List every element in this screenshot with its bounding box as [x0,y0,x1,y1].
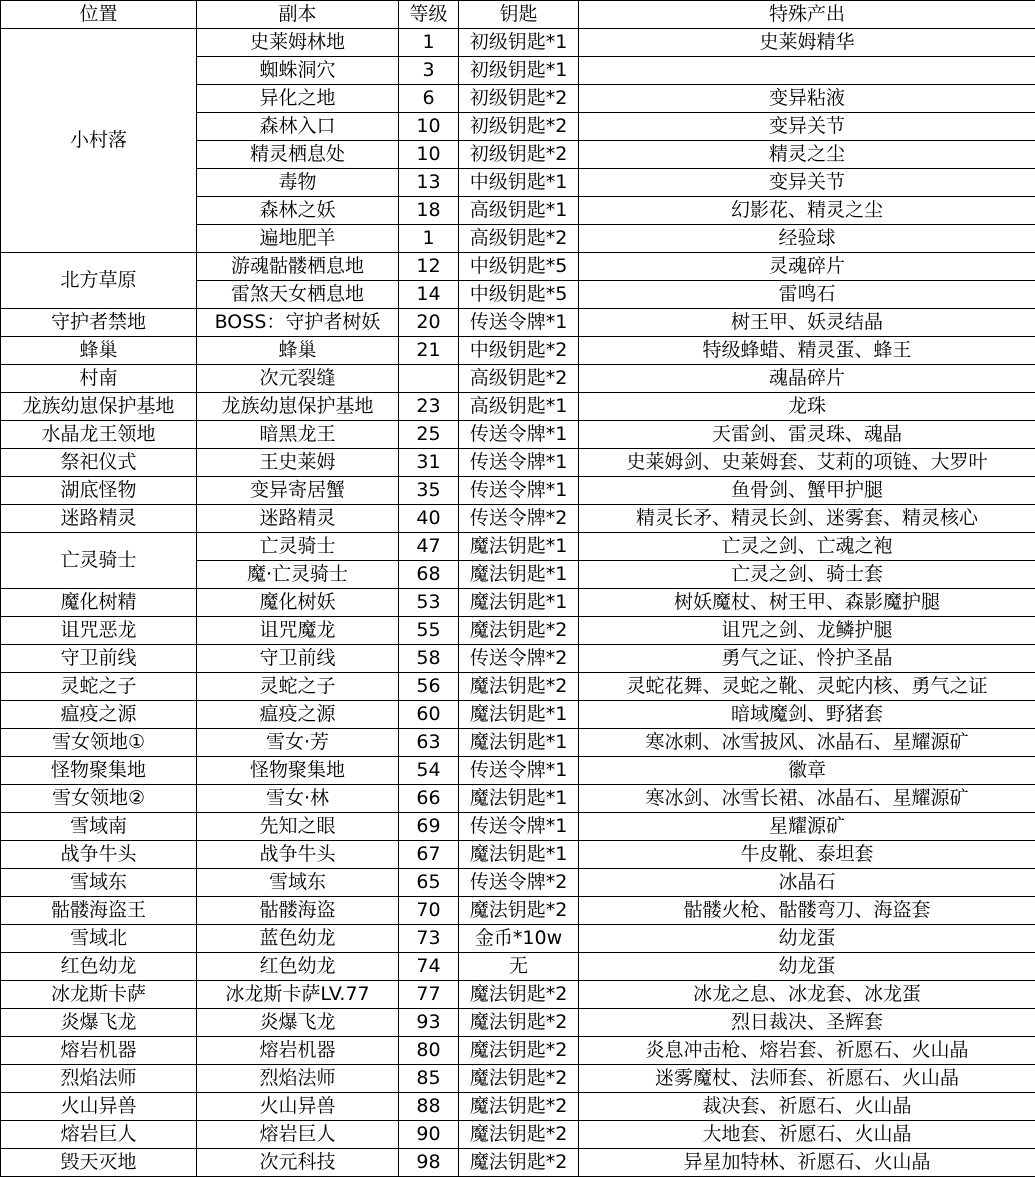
table-row [1,1093,1035,1121]
key-cell: 魔法钥匙*2 [459,1009,579,1037]
drops-cell: 鱼骨剑、蟹甲护腿 [579,477,1035,505]
dungeon-cell: 蜂巢 [197,337,399,365]
location-cell: 村南 [1,365,197,393]
table-row [1,813,1035,841]
level-cell: 35 [399,477,459,505]
header-location: 位置 [1,1,197,29]
table-row [1,393,1035,421]
dungeon-cell: 精灵栖息处 [197,141,399,169]
key-cell: 传送令牌*1 [459,813,579,841]
header-level: 等级 [399,1,459,29]
drops-cell: 天雷剑、雷灵珠、魂晶 [579,421,1035,449]
drops-cell: 雷鸣石 [579,281,1035,309]
drops-cell: 冰龙之息、冰龙套、冰龙蛋 [579,981,1035,1009]
key-cell: 魔法钥匙*2 [459,1065,579,1093]
table-row [1,953,1035,981]
key-cell: 传送令牌*1 [459,309,579,337]
drops-cell: 暗域魔剑、野猪套 [579,701,1035,729]
key-cell: 魔法钥匙*2 [459,1121,579,1149]
level-cell: 88 [399,1093,459,1121]
dungeon-cell: 次元科技 [197,1149,399,1177]
level-cell: 18 [399,197,459,225]
location-cell: 小村落 [1,29,197,253]
table-row [1,925,1035,953]
drops-cell: 变异粘液 [579,85,1035,113]
level-cell: 67 [399,841,459,869]
level-cell: 54 [399,757,459,785]
level-cell [399,365,459,393]
drops-cell: 灵蛇花舞、灵蛇之靴、灵蛇内核、勇气之证 [579,673,1035,701]
location-cell: 雪域南 [1,813,197,841]
key-cell: 魔法钥匙*2 [459,1093,579,1121]
table-row [1,533,1035,561]
location-cell: 炎爆飞龙 [1,1009,197,1037]
drops-cell: 诅咒之剑、龙鳞护腿 [579,617,1035,645]
dungeon-cell: 雪域东 [197,869,399,897]
level-cell: 6 [399,85,459,113]
key-cell: 传送令牌*1 [459,477,579,505]
dungeon-cell: 守卫前线 [197,645,399,673]
table-row [1,309,1035,337]
drops-cell: 星耀源矿 [579,813,1035,841]
level-cell: 69 [399,813,459,841]
location-cell: 祭祀仪式 [1,449,197,477]
drops-cell: 史莱姆剑、史莱姆套、艾莉的项链、大罗叶 [579,449,1035,477]
dungeon-cell: 森林之妖 [197,197,399,225]
location-cell: 亡灵骑士 [1,533,197,589]
level-cell: 55 [399,617,459,645]
drops-cell: 幼龙蛋 [579,953,1035,981]
location-cell: 烈焰法师 [1,1065,197,1093]
location-cell: 迷路精灵 [1,505,197,533]
location-cell: 龙族幼崽保护基地 [1,393,197,421]
key-cell: 传送令牌*1 [459,449,579,477]
level-cell: 98 [399,1149,459,1177]
key-cell: 高级钥匙*1 [459,197,579,225]
location-cell: 守卫前线 [1,645,197,673]
table-row [1,841,1035,869]
dungeon-cell: 先知之眼 [197,813,399,841]
dungeon-cell: 炎爆飞龙 [197,1009,399,1037]
dungeon-cell: 次元裂缝 [197,365,399,393]
table-row [1,505,1035,533]
key-cell: 魔法钥匙*1 [459,729,579,757]
level-cell: 73 [399,925,459,953]
key-cell: 初级钥匙*1 [459,57,579,85]
dungeon-cell: 魔·亡灵骑士 [197,561,399,589]
table-row [1,869,1035,897]
location-cell: 熔岩巨人 [1,1121,197,1149]
drops-cell: 幼龙蛋 [579,925,1035,953]
key-cell: 初级钥匙*1 [459,29,579,57]
level-cell: 14 [399,281,459,309]
dungeon-cell: 蜘蛛洞穴 [197,57,399,85]
dungeon-cell: 诅咒魔龙 [197,617,399,645]
drops-cell: 亡灵之剑、骑士套 [579,561,1035,589]
dungeon-cell: 烈焰法师 [197,1065,399,1093]
table-row [1,253,1035,281]
table-row [1,617,1035,645]
dungeon-cell: 灵蛇之子 [197,673,399,701]
location-cell: 北方草原 [1,253,197,309]
level-cell: 10 [399,113,459,141]
level-cell: 68 [399,561,459,589]
location-cell: 怪物聚集地 [1,757,197,785]
level-cell: 56 [399,673,459,701]
dungeon-cell: 暗黑龙王 [197,421,399,449]
dungeon-cell: 魔化树妖 [197,589,399,617]
dungeon-cell: 蓝色幼龙 [197,925,399,953]
table-row [1,757,1035,785]
dungeon-cell: 遍地肥羊 [197,225,399,253]
location-cell: 雪女领地② [1,785,197,813]
level-cell: 90 [399,1121,459,1149]
table-row [1,337,1035,365]
table-row [1,981,1035,1009]
key-cell: 初级钥匙*2 [459,85,579,113]
level-cell: 23 [399,393,459,421]
key-cell: 初级钥匙*2 [459,141,579,169]
table-row [1,729,1035,757]
drops-cell: 勇气之证、怜护圣晶 [579,645,1035,673]
key-cell: 传送令牌*1 [459,421,579,449]
level-cell: 85 [399,1065,459,1093]
table-body [1,29,1035,1177]
key-cell: 金币*10w [459,925,579,953]
table-row [1,1121,1035,1149]
key-cell: 高级钥匙*2 [459,365,579,393]
key-cell: 初级钥匙*2 [459,113,579,141]
level-cell: 13 [399,169,459,197]
level-cell: 3 [399,57,459,85]
table-row [1,645,1035,673]
location-cell: 火山异兽 [1,1093,197,1121]
level-cell: 80 [399,1037,459,1065]
table-row [1,477,1035,505]
level-cell: 1 [399,225,459,253]
location-cell: 雪域东 [1,869,197,897]
drops-cell: 大地套、祈愿石、火山晶 [579,1121,1035,1149]
drops-cell: 徽章 [579,757,1035,785]
drops-cell: 变异关节 [579,113,1035,141]
dungeon-cell: 异化之地 [197,85,399,113]
table-row [1,701,1035,729]
header-dungeon: 副本 [197,1,399,29]
dungeon-cell: 毒物 [197,169,399,197]
key-cell: 魔法钥匙*1 [459,701,579,729]
drops-cell: 灵魂碎片 [579,253,1035,281]
header-row [1,1,1035,29]
dungeon-cell: 史莱姆林地 [197,29,399,57]
key-cell: 传送令牌*2 [459,869,579,897]
level-cell: 65 [399,869,459,897]
drops-cell: 异星加特林、祈愿石、火山晶 [579,1149,1035,1177]
level-cell: 31 [399,449,459,477]
table-row [1,1009,1035,1037]
key-cell: 传送令牌*2 [459,505,579,533]
drops-cell: 亡灵之剑、亡魂之袍 [579,533,1035,561]
dungeon-cell: 游魂骷髅栖息地 [197,253,399,281]
drops-cell: 冰晶石 [579,869,1035,897]
table-row [1,449,1035,477]
level-cell: 1 [399,29,459,57]
level-cell: 74 [399,953,459,981]
drops-cell: 裁决套、祈愿石、火山晶 [579,1093,1035,1121]
location-cell: 雪女领地① [1,729,197,757]
drops-cell: 特级蜂蜡、精灵蛋、蜂王 [579,337,1035,365]
location-cell: 灵蛇之子 [1,673,197,701]
key-cell: 魔法钥匙*1 [459,841,579,869]
key-cell: 魔法钥匙*2 [459,1037,579,1065]
level-cell: 40 [399,505,459,533]
key-cell: 中级钥匙*5 [459,253,579,281]
key-cell: 魔法钥匙*1 [459,561,579,589]
dungeon-cell: 瘟疫之源 [197,701,399,729]
drops-cell: 树王甲、妖灵结晶 [579,309,1035,337]
header-drops: 特殊产出 [579,1,1035,29]
level-cell: 20 [399,309,459,337]
dungeon-cell: 骷髅海盗 [197,897,399,925]
drops-cell: 烈日裁决、圣辉套 [579,1009,1035,1037]
drops-cell: 史莱姆精华 [579,29,1035,57]
drops-cell [579,57,1035,85]
drops-cell: 迷雾魔杖、法师套、祈愿石、火山晶 [579,1065,1035,1093]
dungeon-cell: 雪女·林 [197,785,399,813]
location-cell: 湖底怪物 [1,477,197,505]
level-cell: 60 [399,701,459,729]
dungeon-cell: 怪物聚集地 [197,757,399,785]
location-cell: 诅咒恶龙 [1,617,197,645]
table-row [1,1065,1035,1093]
dungeon-cell: 红色幼龙 [197,953,399,981]
location-cell: 雪域北 [1,925,197,953]
table-row [1,589,1035,617]
location-cell: 熔岩机器 [1,1037,197,1065]
dungeon-cell: 火山异兽 [197,1093,399,1121]
drops-cell: 经验球 [579,225,1035,253]
level-cell: 70 [399,897,459,925]
table-row [1,897,1035,925]
key-cell: 魔法钥匙*2 [459,1149,579,1177]
level-cell: 77 [399,981,459,1009]
location-cell: 瘟疫之源 [1,701,197,729]
drops-cell: 幻影花、精灵之尘 [579,197,1035,225]
level-cell: 12 [399,253,459,281]
key-cell: 魔法钥匙*1 [459,589,579,617]
level-cell: 25 [399,421,459,449]
dungeon-cell: 亡灵骑士 [197,533,399,561]
key-cell: 传送令牌*1 [459,757,579,785]
dungeon-cell: 变异寄居蟹 [197,477,399,505]
location-cell: 骷髅海盗王 [1,897,197,925]
dungeon-cell: 战争牛头 [197,841,399,869]
key-cell: 魔法钥匙*2 [459,981,579,1009]
key-cell: 中级钥匙*2 [459,337,579,365]
drops-cell: 魂晶碎片 [579,365,1035,393]
table-row [1,673,1035,701]
dungeon-cell: 森林入口 [197,113,399,141]
location-cell: 蜂巢 [1,337,197,365]
key-cell: 魔法钥匙*1 [459,533,579,561]
table-row [1,29,1035,57]
location-cell: 战争牛头 [1,841,197,869]
drops-cell: 牛皮靴、泰坦套 [579,841,1035,869]
drops-cell: 炎息冲击枪、熔岩套、祈愿石、火山晶 [579,1037,1035,1065]
drops-cell: 变异关节 [579,169,1035,197]
location-cell: 冰龙斯卡萨 [1,981,197,1009]
key-cell: 魔法钥匙*1 [459,785,579,813]
dungeon-cell: 熔岩机器 [197,1037,399,1065]
level-cell: 21 [399,337,459,365]
level-cell: 53 [399,589,459,617]
table-row [1,1037,1035,1065]
key-cell: 高级钥匙*2 [459,225,579,253]
dungeon-cell: BOSS：守护者树妖 [197,309,399,337]
key-cell: 传送令牌*2 [459,645,579,673]
key-cell: 中级钥匙*1 [459,169,579,197]
key-cell: 魔法钥匙*2 [459,673,579,701]
location-cell: 守护者禁地 [1,309,197,337]
key-cell: 中级钥匙*5 [459,281,579,309]
drops-cell: 龙珠 [579,393,1035,421]
dungeon-cell: 冰龙斯卡萨LV.77 [197,981,399,1009]
key-cell: 无 [459,953,579,981]
table-row [1,365,1035,393]
drops-cell: 寒冰刺、冰雪披风、冰晶石、星耀源矿 [579,729,1035,757]
table-row [1,1149,1035,1177]
drops-cell: 精灵长矛、精灵长剑、迷雾套、精灵核心 [579,505,1035,533]
table-row [1,785,1035,813]
location-cell: 水晶龙王领地 [1,421,197,449]
dungeon-cell: 龙族幼崽保护基地 [197,393,399,421]
key-cell: 高级钥匙*1 [459,393,579,421]
level-cell: 10 [399,141,459,169]
dungeon-cell: 雷煞天女栖息地 [197,281,399,309]
drops-cell: 寒冰剑、冰雪长裙、冰晶石、星耀源矿 [579,785,1035,813]
dungeon-cell: 迷路精灵 [197,505,399,533]
dungeon-cell: 王史莱姆 [197,449,399,477]
level-cell: 58 [399,645,459,673]
dungeon-cell: 熔岩巨人 [197,1121,399,1149]
location-cell: 红色幼龙 [1,953,197,981]
location-cell: 毁天灭地 [1,1149,197,1177]
dungeon-cell: 雪女·芳 [197,729,399,757]
drops-cell: 树妖魔杖、树王甲、森影魔护腿 [579,589,1035,617]
level-cell: 47 [399,533,459,561]
key-cell: 魔法钥匙*2 [459,617,579,645]
table-row [1,421,1035,449]
level-cell: 63 [399,729,459,757]
drops-cell: 精灵之尘 [579,141,1035,169]
level-cell: 66 [399,785,459,813]
location-cell: 魔化树精 [1,589,197,617]
header-key: 钥匙 [459,1,579,29]
drops-cell: 骷髅火枪、骷髅弯刀、海盗套 [579,897,1035,925]
key-cell: 魔法钥匙*2 [459,897,579,925]
level-cell: 93 [399,1009,459,1037]
